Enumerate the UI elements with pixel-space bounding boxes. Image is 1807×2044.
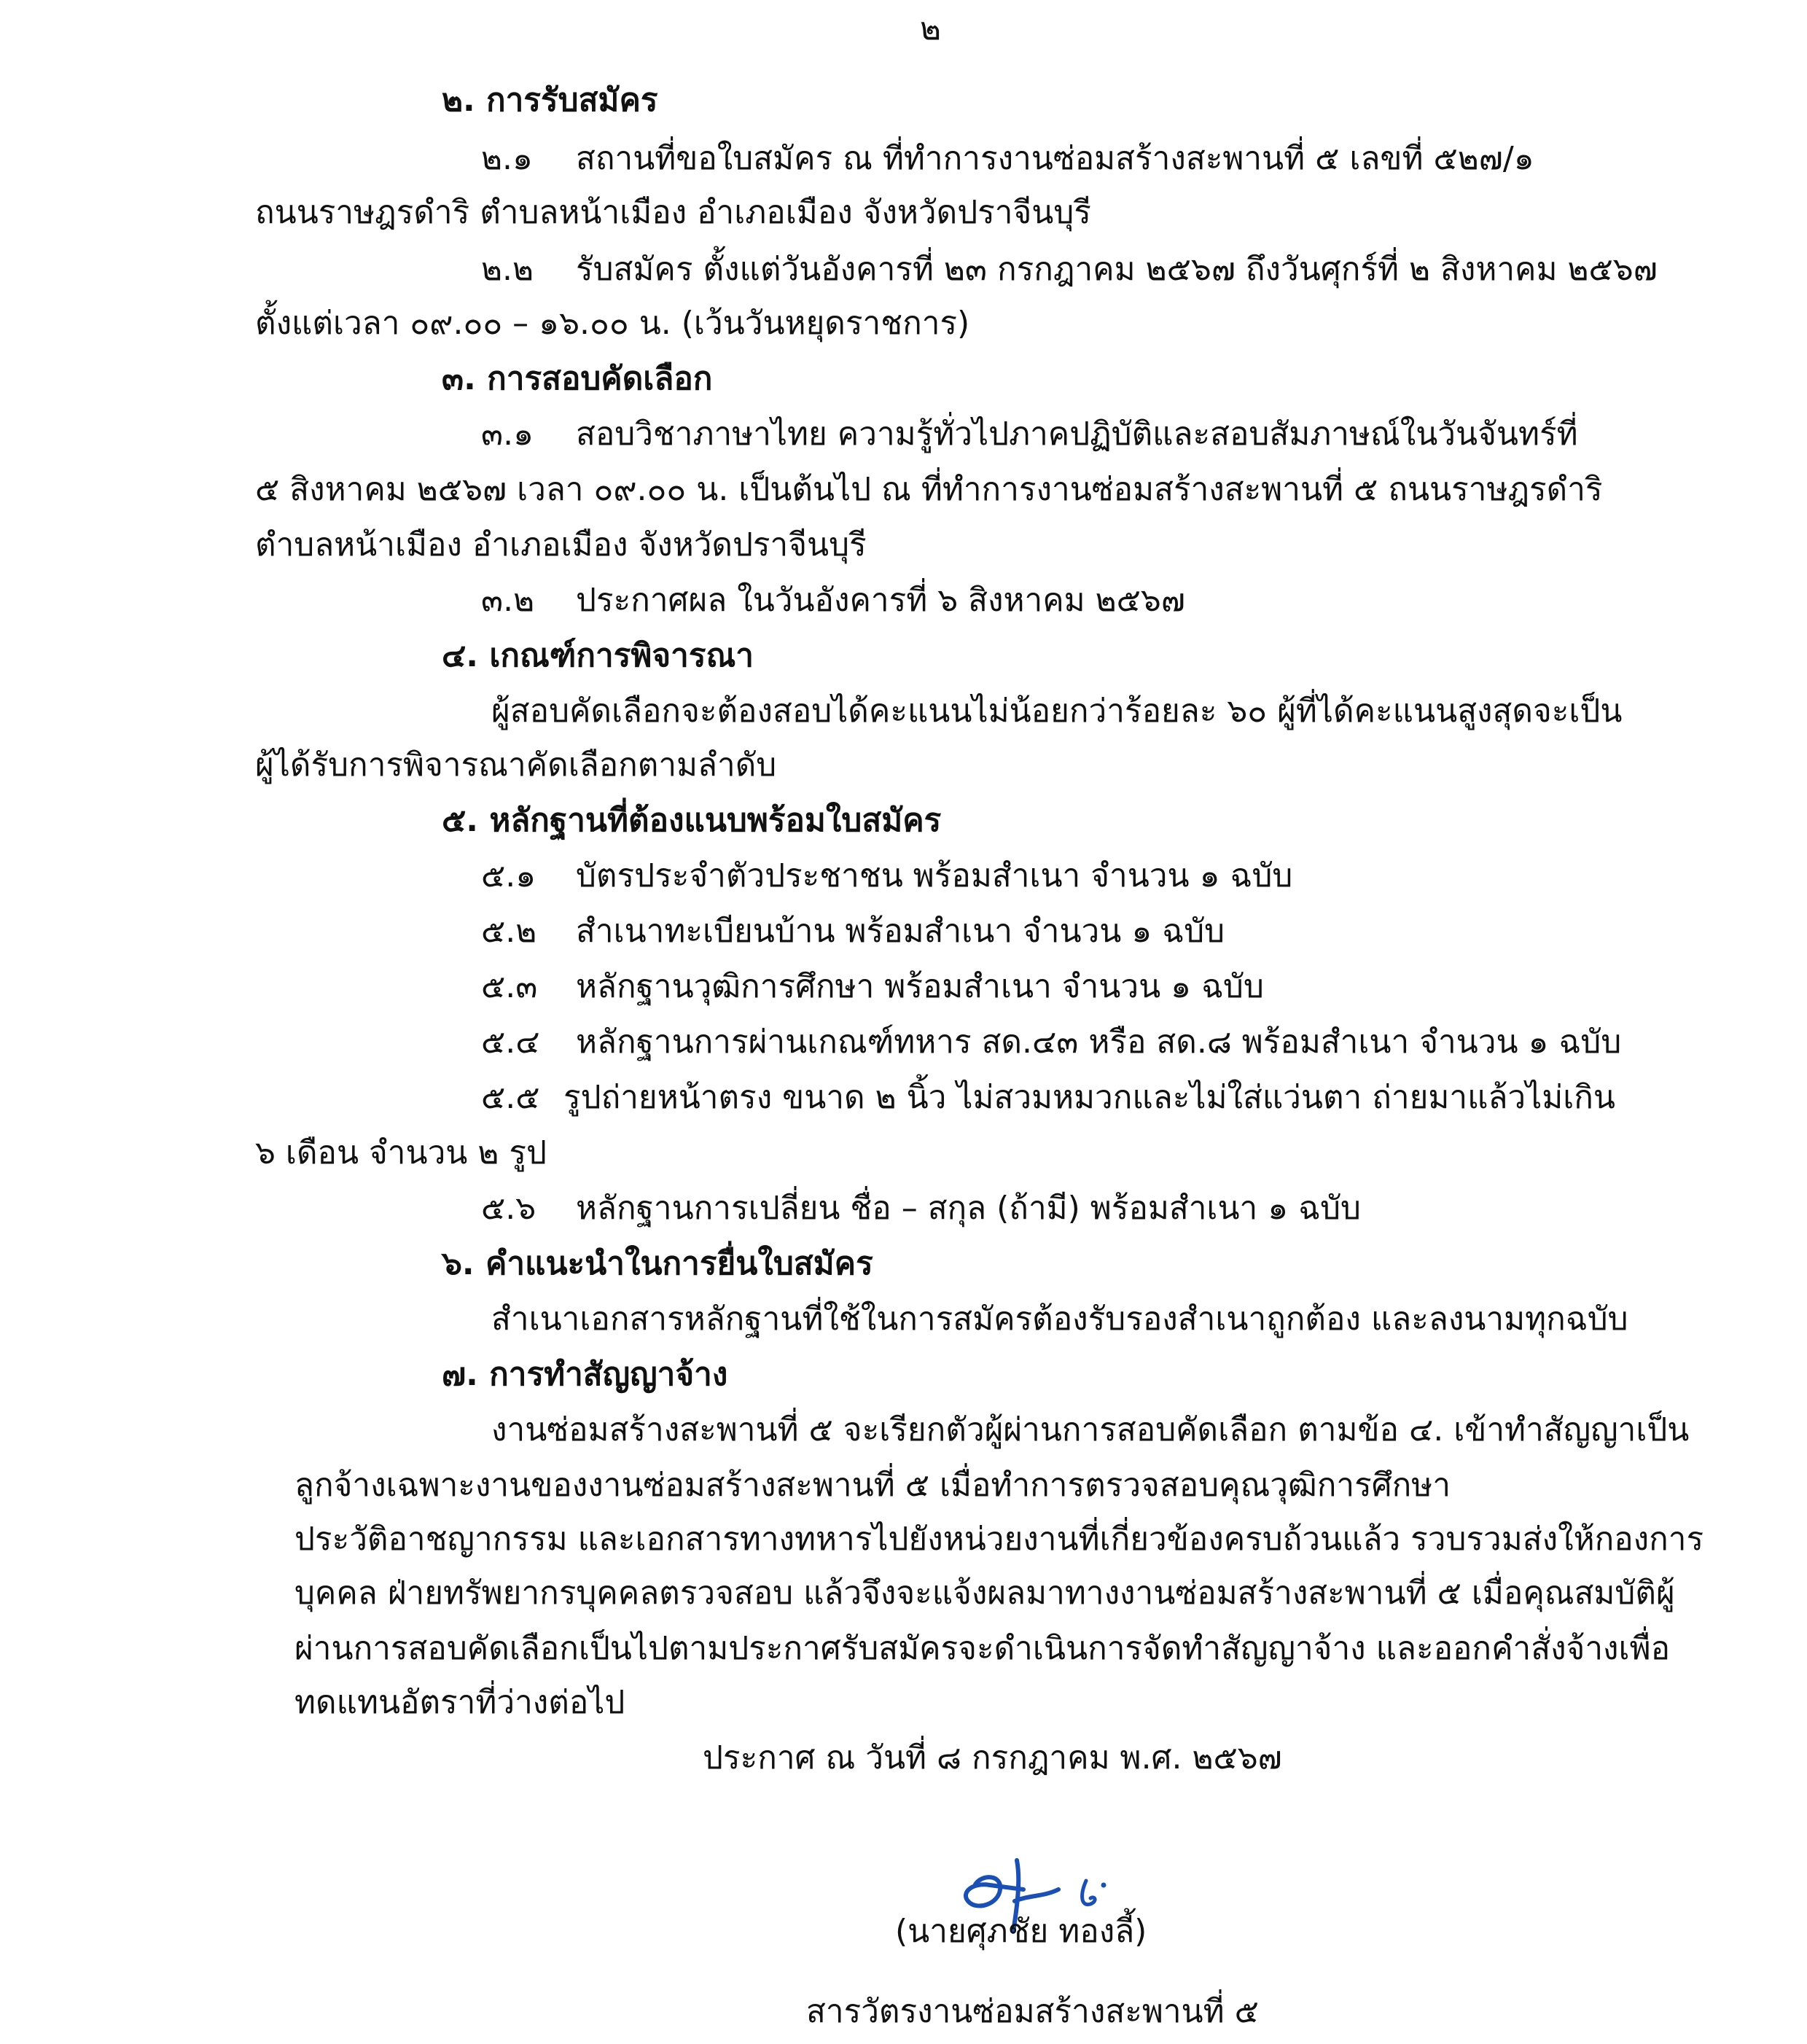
item-number: ๒.๑: [481, 140, 533, 177]
section-3-2-line-1: [481, 579, 1185, 623]
item-text: หลักฐานการเปลี่ยน ชื่อ – สกุล (ถ้ามี) พร้อมสำเนา ๑ ฉบับ: [576, 1190, 1361, 1227]
signer-title: สารวัตรงานซ่อมสร้างสะพานที่ ๕: [806, 1993, 1259, 2030]
section-3-1-line-2: ๕ สิงหาคม ๒๕๖๗ เวลา ๐๙.๐๐ น. เป็นต้นไป ณ ที่ทำการงานซ่อมสร้างสะพานที่ ๕ ถนนราษฎรดำริ: [255, 471, 1603, 508]
section-3-1-line-3: ตำบลหน้าเมือง อำเภอเมือง จังหวัดปราจีนบุรี: [255, 526, 867, 563]
section-4-heading: ๔. เกณฑ์การพิจารณา: [442, 637, 754, 674]
section-7-heading: ๗. การทำสัญญาจ้าง: [442, 1356, 728, 1393]
section-7-line-4: บุคคล ฝ่ายทรัพยากรบุคคลตรวจสอบ แล้วจึงจะแจ้งผลมาทางงานซ่อมสร้างสะพานที่ ๕ เมื่อคุณสมบัติผู้: [294, 1575, 1675, 1612]
item-text: บัตรประจำตัวประชาชน พร้อมสำเนา จำนวน ๑ ฉบับ: [576, 857, 1293, 894]
item-number: ๕.๕: [481, 1079, 540, 1116]
section-2-2-line-1: [481, 248, 1658, 292]
page-number: ๒: [920, 10, 942, 47]
section-6-line-1: สำเนาเอกสารหลักฐานที่ใช้ในการสมัครต้องรับรองสำเนาถูกต้อง และลงนามทุกฉบับ: [491, 1300, 1628, 1338]
item-number: ๕.๔: [481, 1023, 540, 1061]
item-text: รับสมัคร ตั้งแต่วันอังคารที่ ๒๓ กรกฎาคม ๒๕๖๗ ถึงวันศุกร์ที่ ๒ สิงหาคม ๒๕๖๗: [576, 251, 1658, 288]
section-2-heading: ๒. การรับสมัคร: [442, 82, 658, 119]
item-text: รูปถ่ายหน้าตรง ขนาด ๒ นิ้ว ไม่สวมหมวกและไม่ใส่แว่นตา ถ่ายมาแล้วไม่เกิน: [563, 1079, 1615, 1116]
section-2-1-line-1: [481, 137, 1615, 181]
section-5-2: [481, 910, 1225, 953]
item-text: ประกาศผล ในวันอังคารที่ ๖ สิงหาคม ๒๕๖๗: [576, 582, 1185, 619]
section-2-1-line-2: ถนนราษฎรดำริ ตำบลหน้าเมือง อำเภอเมือง จังหวัดปราจีนบุรี: [255, 194, 1091, 231]
item-text: หลักฐานการผ่านเกณฑ์ทหาร สด.๔๓ หรือ สด.๘ พร้อมสำเนา จำนวน ๑ ฉบับ: [576, 1023, 1622, 1061]
section-5-5-line-1: [481, 1076, 1615, 1120]
section-5-5-line-2: ๖ เดือน จำนวน ๒ รูป: [255, 1134, 547, 1171]
item-number: ๕.๑: [481, 857, 536, 894]
item-number: ๒.๒: [481, 251, 534, 288]
section-6-heading: ๖. คำแนะนำในการยื่นใบสมัคร: [442, 1245, 873, 1282]
item-text: สถานที่ขอใบสมัคร ณ ที่ทำการงานซ่อมสร้างสะพานที่ ๕ เลขที่ ๕๒๗/๑: [576, 140, 1534, 177]
item-number: ๕.๖: [481, 1190, 536, 1227]
section-7-line-5: ผ่านการสอบคัดเลือกเป็นไปตามประกาศรับสมัครจะดำเนินการจัดทำสัญญาจ้าง และออกคำสั่งจ้างเพื่อ: [294, 1630, 1670, 1667]
section-5-heading: ๕. หลักฐานที่ต้องแนบพร้อมใบสมัคร: [442, 802, 942, 839]
section-5-4: [481, 1021, 1621, 1064]
item-number: ๕.๓: [481, 968, 538, 1005]
item-number: ๕.๒: [481, 913, 537, 950]
section-7-line-2: ลูกจ้างเฉพาะงานของงานซ่อมสร้างสะพานที่ ๕ เมื่อทำการตรวจสอบคุณวุฒิการศึกษา: [294, 1467, 1451, 1504]
section-5-6: [481, 1187, 1361, 1230]
section-4-line-1: ผู้สอบคัดเลือกจะต้องสอบได้คะแนนไม่น้อยกว่าร้อยละ ๖๐ ผู้ที่ได้คะแนนสูงสุดจะเป็น: [491, 693, 1623, 730]
section-7-line-6: ทดแทนอัตราที่ว่างต่อไป: [294, 1684, 625, 1721]
section-7-line-3: ประวัติอาชญากรรม และเอกสารทางทหารไปยังหน่วยงานที่เกี่ยวข้องครบถ้วนแล้ว รวบรวมส่งให้กองการ: [294, 1521, 1704, 1558]
item-number: ๓.๑: [481, 416, 534, 453]
section-2-2-line-2: ตั้งแต่เวลา ๐๙.๐๐ – ๑๖.๐๐ น. (เว้นวันหยุดราชการ): [255, 305, 970, 342]
section-3-1-line-1: [481, 413, 1615, 456]
item-number: ๓.๒: [481, 582, 535, 619]
section-3-heading: ๓. การสอบคัดเลือก: [442, 360, 713, 397]
section-7-line-1: งานซ่อมสร้างสะพานที่ ๕ จะเรียกตัวผู้ผ่านการสอบคัดเลือก ตามข้อ ๔. เข้าทำสัญญาเป็น: [491, 1411, 1690, 1448]
item-text: หลักฐานวุฒิการศึกษา พร้อมสำเนา จำนวน ๑ ฉบับ: [576, 968, 1264, 1005]
item-text: สำเนาทะเบียนบ้าน พร้อมสำเนา จำนวน ๑ ฉบับ: [576, 913, 1225, 950]
section-4-line-2: ผู้ได้รับการพิจารณาคัดเลือกตามลำดับ: [255, 746, 777, 784]
section-5-1: [481, 854, 1292, 898]
announcement-date: ประกาศ ณ วันที่ ๘ กรกฎาคม พ.ศ. ๒๕๖๗: [703, 1739, 1282, 1776]
section-5-3: [481, 965, 1264, 1009]
item-text: สอบวิชาภาษาไทย ความรู้ทั่วไปภาคปฏิบัติและสอบสัมภาษณ์ในวันจันทร์ที่: [576, 416, 1578, 453]
signer-name: (นายศุภชัย ทองลี้): [895, 1913, 1147, 1950]
